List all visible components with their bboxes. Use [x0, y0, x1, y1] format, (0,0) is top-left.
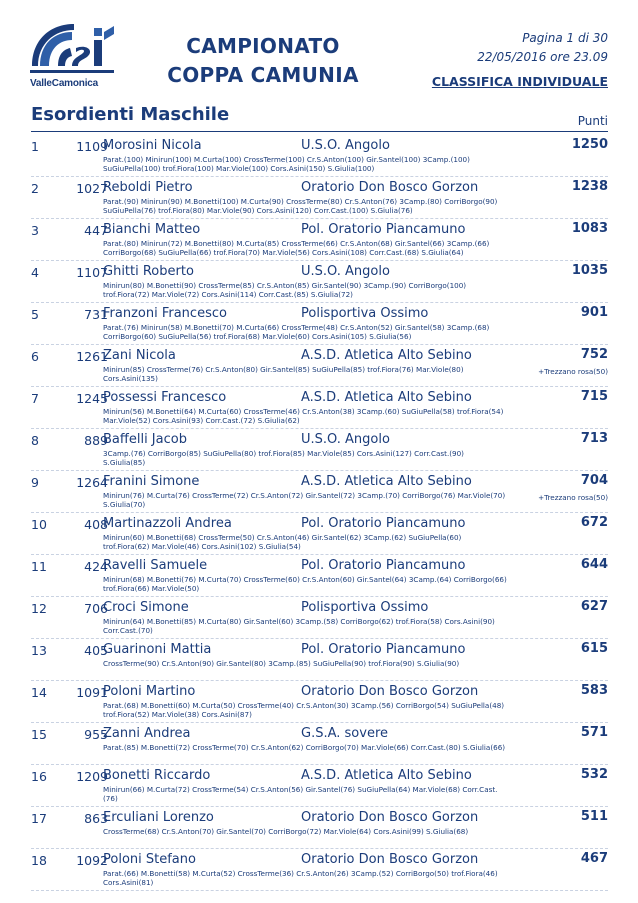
race-results-detail: CrossTerme(90) Cr.S.Anton(90) Gir.Santel(80) 3Camp.(85) SuGiuPella(90) trof.Fiora(90) S.Giulia(90) [103, 659, 460, 668]
athlete-bib-number: 1027 [76, 181, 108, 196]
athlete-club: Polisportiva Ossimo [301, 306, 429, 321]
race-results-detail: Minirun(66) M.Curta(72) CrossTerme(54) Cr.S.Anton(56) Gir.Santel(76) SuGiuPella(64) Mar.Viole(68) Corr.Cast.(76) [103, 785, 498, 803]
athlete-points: 583 [580, 683, 608, 698]
athlete-position: 14 [31, 685, 47, 700]
athlete-name: Erculiani Lorenzo [103, 810, 214, 825]
athlete-bib-number: 1209 [76, 769, 108, 784]
athlete-name: Croci Simone [103, 600, 189, 615]
athlete-club: A.S.D. Atletica Alto Sebino [301, 390, 472, 405]
athlete-club: U.S.O. Angolo [301, 264, 390, 279]
ranking-row [31, 555, 608, 597]
race-results-detail: Minirun(80) M.Bonetti(90) CrossTerme(85) Cr.S.Anton(85) Gir.Santel(90) 3Camp.(90) CorriBorgo(100) trof.Fiora(72) Mar.Viole(72) Cors.Asini(114) Corr.Cast.(85) S.Giulia(72) [103, 281, 467, 299]
race-results-detail: Parat.(66) M.Bonetti(58) M.Curta(52) CrossTerme(36) Cr.S.Anton(26) 3Camp.(52) CorriBorgo(50) trof.Fiora(46) Cors.Asini(81) [103, 869, 498, 887]
page-meta [432, 30, 608, 89]
athlete-position: 5 [31, 307, 39, 322]
athlete-club: Oratorio Don Bosco Gorzon [301, 180, 479, 195]
athlete-club: Oratorio Don Bosco Gorzon [301, 684, 479, 699]
ranking-row [31, 219, 608, 261]
race-results-detail: Minirun(85) CrossTerme(76) Cr.S.Anton(80) Gir.Santel(85) SuGiuPella(85) trof.Fiora(76) Mar.Viole(80) Cors.Asini(135) [103, 365, 464, 383]
athlete-position: 1 [31, 139, 39, 154]
ranking-row [31, 135, 608, 177]
athlete-bib-number: 1091 [76, 685, 108, 700]
athlete-position: 2 [31, 181, 39, 196]
athlete-name: Bonetti Riccardo [103, 768, 211, 783]
race-results-detail: Parat.(68) M.Bonetti(60) M.Curta(50) CrossTerme(40) Cr.S.Anton(30) 3Camp.(56) CorriBorgo(54) SuGiuPella(48) trof.Fiora(52) Mar.Viole(38) Cors.Asini(87) [103, 701, 505, 719]
points-column-header: Punti [577, 114, 608, 128]
athlete-name: Ghitti Roberto [103, 264, 194, 279]
athlete-points: 511 [580, 809, 608, 824]
athlete-club: Pol. Oratorio Piancamuno [301, 222, 466, 237]
athlete-position: 4 [31, 265, 39, 280]
athlete-points: 901 [580, 305, 608, 320]
csi-logo [28, 22, 116, 94]
ranking-row [31, 345, 608, 387]
athlete-position: 13 [31, 643, 47, 658]
athlete-name: Possessi Francesco [103, 390, 227, 405]
athlete-name: Poloni Martino [103, 684, 196, 699]
ranking-row [31, 807, 608, 849]
athlete-name: Franini Simone [103, 474, 200, 489]
athlete-points: 627 [580, 599, 608, 614]
header-divider [31, 131, 608, 132]
athlete-position: 17 [31, 811, 47, 826]
athlete-bib-number: 424 [84, 559, 108, 574]
race-results-detail: Minirun(68) M.Bonetti(76) M.Curta(70) CrossTerme(60) Cr.S.Anton(60) Gir.Santel(64) 3Camp.(64) CorriBorgo(66) trof.Fiora(66) Mar.Viole(50) [103, 575, 507, 593]
athlete-bib-number: 731 [84, 307, 108, 322]
ranking-row [31, 261, 608, 303]
athlete-name: Poloni Stefano [103, 852, 196, 867]
bonus-note: +Trezzano rosa(50) [538, 493, 608, 502]
race-results-detail: Minirun(60) M.Bonetti(68) CrossTerme(50) Cr.S.Anton(46) Gir.Santel(62) 3Camp.(62) SuGiuPella(60) trof.Fiora(62) Mar.Viole(46) Cors.Asini(102) S.Giulia(54) [103, 533, 462, 551]
race-results-detail: Parat.(85) M.Bonetti(72) CrossTerme(70) Cr.S.Anton(62) CorriBorgo(70) Mar.Viole(66) Corr.Cast.(80) S.Giulia(66) [103, 743, 506, 752]
athlete-name: Martinazzoli Andrea [103, 516, 232, 531]
athlete-name: Morosini Nicola [103, 138, 202, 153]
athlete-points: 467 [580, 851, 608, 866]
title-line-1: CAMPIONATO [186, 34, 340, 58]
athlete-club: Pol. Oratorio Piancamuno [301, 516, 466, 531]
athlete-bib-number: 1109 [76, 139, 108, 154]
race-results-detail: Parat.(100) Minirun(100) M.Curta(100) CrossTerme(100) Cr.S.Anton(100) Gir.Santel(100) 3Camp.(100) SuGiuPella(100) trof.Fiora(100) Mar.Viole(100) Cors.Asini(150) S.Giulia(100) [103, 155, 470, 173]
race-results-detail: CrossTerme(68) Cr.S.Anton(70) Gir.Santel(70) CorriBorgo(72) Mar.Viole(64) Cors.Asini(99) S.Giulia(68) [103, 827, 469, 836]
ranking-row [31, 765, 608, 807]
athlete-club: Polisportiva Ossimo [301, 600, 429, 615]
print-date: 22/05/2016 ore 23.09 [477, 50, 608, 64]
ranking-row [31, 723, 608, 765]
athlete-points: 1250 [571, 137, 608, 152]
title-line-2: COPPA CAMUNIA [167, 63, 359, 87]
race-results-detail: Parat.(90) Minirun(90) M.Bonetti(100) M.Curta(90) CrossTerme(80) Cr.S.Anton(76) 3Camp.(80) CorriBorgo(90) SuGiuPella(76) trof.Fiora(80) Mar.Viole(90) Cors.Asini(120) Corr.Cast.(100) S.Giulia(76) [103, 197, 498, 215]
athlete-name: Franzoni Francesco [103, 306, 227, 321]
athlete-bib-number: 889 [84, 433, 108, 448]
athlete-position: 8 [31, 433, 39, 448]
ranking-row [31, 513, 608, 555]
bonus-note: +Trezzano rosa(50) [538, 367, 608, 376]
race-results-detail: Minirun(56) M.Bonetti(64) M.Curta(60) CrossTerme(46) Cr.S.Anton(38) 3Camp.(60) SuGiuPella(58) trof.Fiora(54) Mar.Viole(52) Cors.Asini(93) Corr.Cast.(72) S.Giulia(62) [103, 407, 504, 425]
athlete-position: 16 [31, 769, 47, 784]
athlete-points: 672 [580, 515, 608, 530]
ranking-row [31, 681, 608, 723]
ranking-row [31, 177, 608, 219]
athlete-club: U.S.O. Angolo [301, 138, 390, 153]
athlete-club: Pol. Oratorio Piancamuno [301, 642, 466, 657]
athlete-position: 15 [31, 727, 47, 742]
athlete-name: Reboldi Pietro [103, 180, 193, 195]
athlete-bib-number: 1107 [76, 265, 108, 280]
classification-title: CLASSIFICA INDIVIDUALE [431, 74, 608, 89]
championship-title [148, 32, 378, 90]
athlete-position: 3 [31, 223, 39, 238]
ranking-row [31, 429, 608, 471]
athlete-points: 713 [580, 431, 608, 446]
athlete-name: Bianchi Matteo [103, 222, 201, 237]
ranking-list [31, 135, 608, 891]
athlete-points: 1238 [571, 179, 608, 194]
athlete-bib-number: 447 [84, 223, 108, 238]
athlete-bib-number: 1245 [76, 391, 108, 406]
athlete-points: 1083 [571, 221, 608, 236]
athlete-position: 7 [31, 391, 39, 406]
athlete-position: 11 [31, 559, 47, 574]
athlete-club: U.S.O. Angolo [301, 432, 390, 447]
ranking-row [31, 303, 608, 345]
race-results-detail: Parat.(80) Minirun(72) M.Bonetti(80) M.Curta(85) CrossTerme(66) Cr.S.Anton(68) Gir.Santel(66) 3Camp.(66) CorriBorgo(68) SuGiuPella(66) trof.Fiora(70) Mar.Viole(56) Cors.Asini(108) Corr.Cast.(68) S.Giulia(64) [103, 239, 490, 257]
logo-text: ValleCamonica [30, 78, 98, 89]
race-results-detail: 3Camp.(76) CorriBorgo(85) SuGiuPella(80) trof.Fiora(85) Mar.Viole(85) Cors.Asini(127) Corr.Cast.(90) S.Giulia(85) [103, 449, 464, 467]
athlete-club: Oratorio Don Bosco Gorzon [301, 810, 479, 825]
athlete-position: 9 [31, 475, 39, 490]
athlete-position: 12 [31, 601, 47, 616]
race-results-detail: Minirun(64) M.Bonetti(85) M.Curta(80) Gir.Santel(60) 3Camp.(58) CorriBorgo(62) trof.Fiora(58) Cors.Asini(90) Corr.Cast.(70) [103, 617, 495, 635]
athlete-bib-number: 1261 [76, 349, 108, 364]
ranking-row [31, 471, 608, 513]
athlete-bib-number: 863 [84, 811, 108, 826]
page-number: Pagina 1 di 30 [522, 31, 608, 45]
athlete-points: 752 [580, 347, 608, 362]
athlete-bib-number: 706 [84, 601, 108, 616]
athlete-points: 571 [580, 725, 608, 740]
athlete-name: Ravelli Samuele [103, 558, 208, 573]
athlete-points: 1035 [571, 263, 608, 278]
athlete-position: 10 [31, 517, 47, 532]
athlete-name: Zani Nicola [103, 348, 176, 363]
race-results-detail: Parat.(76) Minirun(58) M.Bonetti(70) M.Curta(66) CrossTerme(48) Cr.S.Anton(52) Gir.Santel(58) 3Camp.(68) CorriBorgo(60) SuGiuPella(56) trof.Fiora(68) Mar.Viole(60) Cors.Asini(105) S.Giulia(56) [103, 323, 490, 341]
athlete-points: 715 [580, 389, 608, 404]
athlete-club: A.S.D. Atletica Alto Sebino [301, 474, 472, 489]
ranking-row [31, 387, 608, 429]
athlete-points: 615 [580, 641, 608, 656]
athlete-bib-number: 1264 [76, 475, 108, 490]
athlete-club: A.S.D. Atletica Alto Sebino [301, 348, 472, 363]
athlete-position: 18 [31, 853, 47, 868]
athlete-position: 6 [31, 349, 39, 364]
athlete-points: 532 [580, 767, 608, 782]
race-results-detail: Minirun(76) M.Curta(76) CrossTerme(72) Cr.S.Anton(72) Gir.Santel(72) 3Camp.(70) CorriBorgo(76) Mar.Viole(70) S.Giulia(70) [103, 491, 506, 509]
athlete-bib-number: 1092 [76, 853, 108, 868]
athlete-name: Zanni Andrea [103, 726, 191, 741]
athlete-club: Pol. Oratorio Piancamuno [301, 558, 466, 573]
ranking-row [31, 639, 608, 681]
ranking-row [31, 849, 608, 891]
category-title: Esordienti Maschile [31, 104, 230, 125]
athlete-bib-number: 405 [84, 643, 108, 658]
athlete-club: A.S.D. Atletica Alto Sebino [301, 768, 472, 783]
athlete-club: Oratorio Don Bosco Gorzon [301, 852, 479, 867]
ranking-row [31, 597, 608, 639]
athlete-points: 704 [580, 473, 608, 488]
athlete-bib-number: 955 [84, 727, 108, 742]
athlete-name: Baffelli Jacob [103, 432, 187, 447]
athlete-bib-number: 408 [84, 517, 108, 532]
athlete-name: Guarinoni Mattia [103, 642, 212, 657]
athlete-points: 644 [580, 557, 608, 572]
athlete-club: G.S.A. sovere [301, 726, 388, 741]
